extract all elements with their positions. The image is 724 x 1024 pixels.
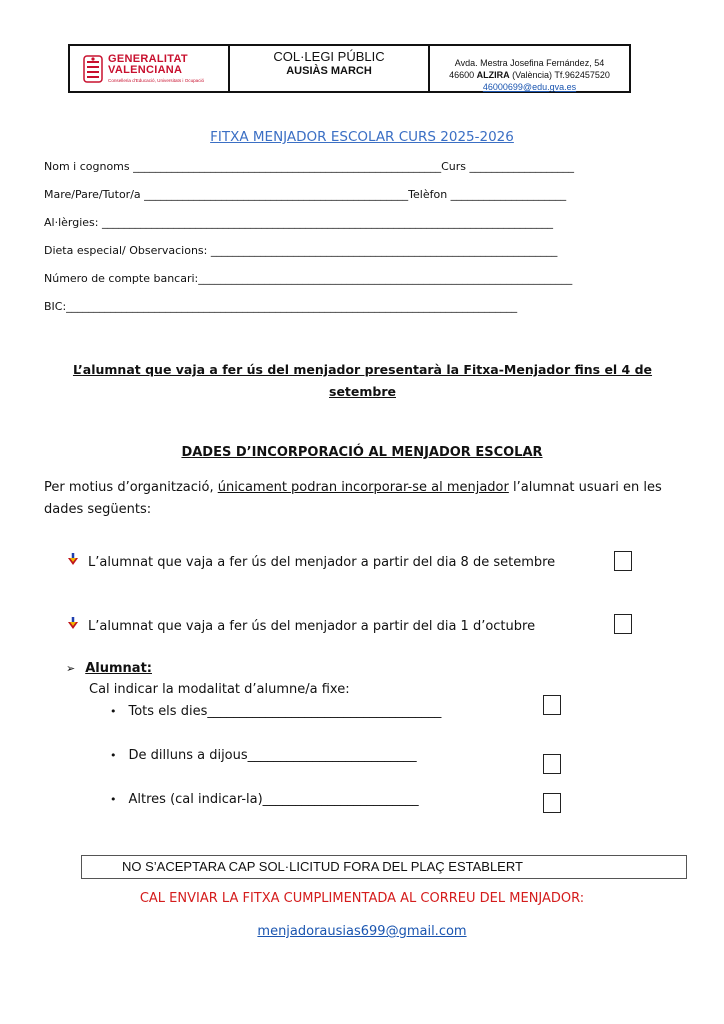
- logo-cell: [70, 46, 230, 91]
- bullet-icon: •: [110, 793, 117, 806]
- intro-pre: Per motius d’organització,: [44, 480, 218, 495]
- school-email-link[interactable]: 46000699@edu.gva.es: [482, 82, 577, 92]
- diet-field[interactable]: Dieta especial/ Observacions: _______________________________________________________________: [44, 244, 558, 257]
- menjador-email-link[interactable]: menjadorausias699@gmail.com: [257, 924, 467, 939]
- address-city-line: [430, 69, 629, 81]
- bic-field[interactable]: BIC:__________________________________________________________________________________: [44, 300, 518, 313]
- down-arrow-bullet-icon: [66, 552, 80, 566]
- alumnat-heading: [66, 661, 152, 676]
- generalitat-emblem-icon: [82, 54, 104, 84]
- mode-all-days: [110, 704, 441, 719]
- send-instruction: CAL ENVIAR LA FITXA CUMPLIMENTADA AL CORREU DEL MENJADOR:: [139, 891, 585, 906]
- checkbox-mon-thu[interactable]: [543, 754, 561, 774]
- checkbox-september[interactable]: [614, 551, 632, 571]
- address-phone: (València) Tf.962457520: [509, 70, 610, 80]
- checkbox-october[interactable]: [614, 614, 632, 634]
- down-arrow-bullet-icon: [66, 616, 80, 630]
- form-title: FITXA MENJADOR ESCOLAR CURS 2025-2026: [210, 129, 514, 145]
- deadline-notice: L’alumnat que vaja a fer ús del menjador presentarà la Fitxa-Menjador fins el 4 de setembre: [72, 362, 653, 399]
- logo-line2: VALENCIANA: [108, 64, 183, 76]
- address-city: ALZIRA: [476, 70, 510, 80]
- mode-mon-thu-label: De dilluns a dijous__________________________: [128, 748, 417, 763]
- bank-account-field[interactable]: Número de compte bancari:____________________________________________________________________: [44, 272, 573, 285]
- arrowhead-bullet-icon: ➢: [66, 662, 76, 675]
- intro-underlined: únicament podran incorporar-se al menjador: [217, 480, 509, 495]
- generalitat-logo: [82, 54, 204, 84]
- mode-mon-thu: [110, 748, 417, 763]
- logo-line1: GENERALITAT: [108, 53, 188, 65]
- name-field[interactable]: Nom i cognoms ________________________________________________________Curs ___________________: [44, 160, 575, 173]
- intro-post: l’alumnat usuari en les dades següents:: [44, 480, 662, 517]
- deadline-warning-box: NO S’ACEPTARA CAP SOL·LICITUD FORA DEL PLAÇ ESTABLERT: [81, 855, 687, 879]
- option-september-label: L’alumnat que vaja a fer ús del menjador a partir del dia 8 de setembre: [88, 555, 556, 570]
- address-cell: [430, 46, 629, 91]
- school-type: COL·LEGI PÚBLIC: [273, 49, 385, 64]
- mode-other: [110, 792, 419, 807]
- checkbox-all-days[interactable]: [543, 695, 561, 715]
- mode-all-days-label: Tots els dies____________________________________: [128, 704, 442, 719]
- school-cell: [230, 46, 430, 91]
- option-october: [66, 616, 535, 634]
- checkbox-other[interactable]: [543, 793, 561, 813]
- option-october-label: L’alumnat que vaja a fer ús del menjador a partir del dia 1 d’octubre: [88, 619, 536, 634]
- logo-line3: Conselleria d'Educació, Universitats i Ocupació: [108, 78, 205, 83]
- address-postcode: 46600: [449, 70, 477, 80]
- school-name: AUSIÀS MARCH: [286, 65, 372, 77]
- address-street: Avda. Mestra Josefina Fernández, 54: [454, 58, 605, 68]
- mode-other-label: Altres (cal indicar-la)________________________: [128, 792, 419, 807]
- bullet-icon: •: [110, 749, 117, 762]
- intro-paragraph: [44, 477, 684, 521]
- allergies-field[interactable]: Al·lèrgies: __________________________________________________________________________________: [44, 216, 553, 229]
- alumnat-label: Alumnat:: [85, 661, 152, 676]
- guardian-field[interactable]: Mare/Pare/Tutor/a ________________________________________________Telèfon _____________________: [44, 188, 567, 201]
- alumnat-instruction: Cal indicar la modalitat d’alumne/a fixe:: [89, 682, 350, 697]
- option-september: [66, 552, 555, 570]
- section-title: DADES D’INCORPORACIÓ AL MENJADOR ESCOLAR: [181, 445, 543, 460]
- letterhead: [68, 44, 631, 93]
- bullet-icon: •: [110, 705, 117, 718]
